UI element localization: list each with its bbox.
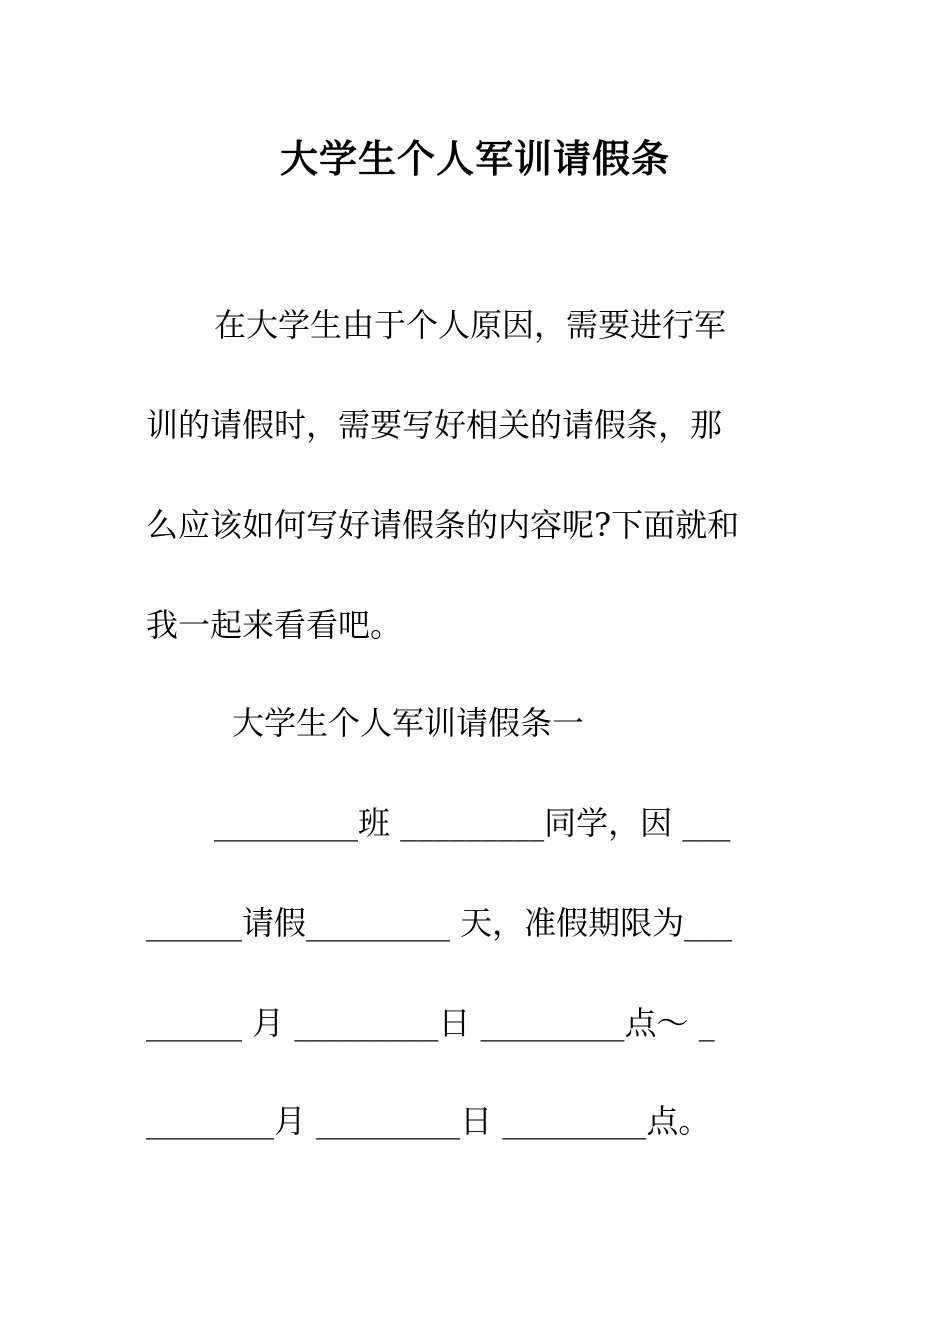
section-title: 大学生个人军训请假条一 <box>232 704 585 742</box>
form-line-4: ________月 _________日 _________点。 <box>146 1102 711 1140</box>
intro-line-3: 么应该如何写好请假条的内容呢?下面就和 <box>146 506 740 544</box>
intro-line-1: 在大学生由于个人原因，需要进行军 <box>214 306 727 344</box>
intro-line-4: 我一起来看看吧。 <box>146 606 403 644</box>
form-line-2: ______请假_________ 天，准假期限为___ <box>146 904 733 942</box>
intro-line-2: 训的请假时，需要写好相关的请假条，那 <box>146 406 723 444</box>
document-title: 大学生个人军训请假条 <box>279 136 670 181</box>
form-line-1: _________班 _________同学，因 ___ <box>214 804 731 842</box>
form-line-3: ______ 月 _________日 _________点～ _ <box>146 1004 715 1042</box>
